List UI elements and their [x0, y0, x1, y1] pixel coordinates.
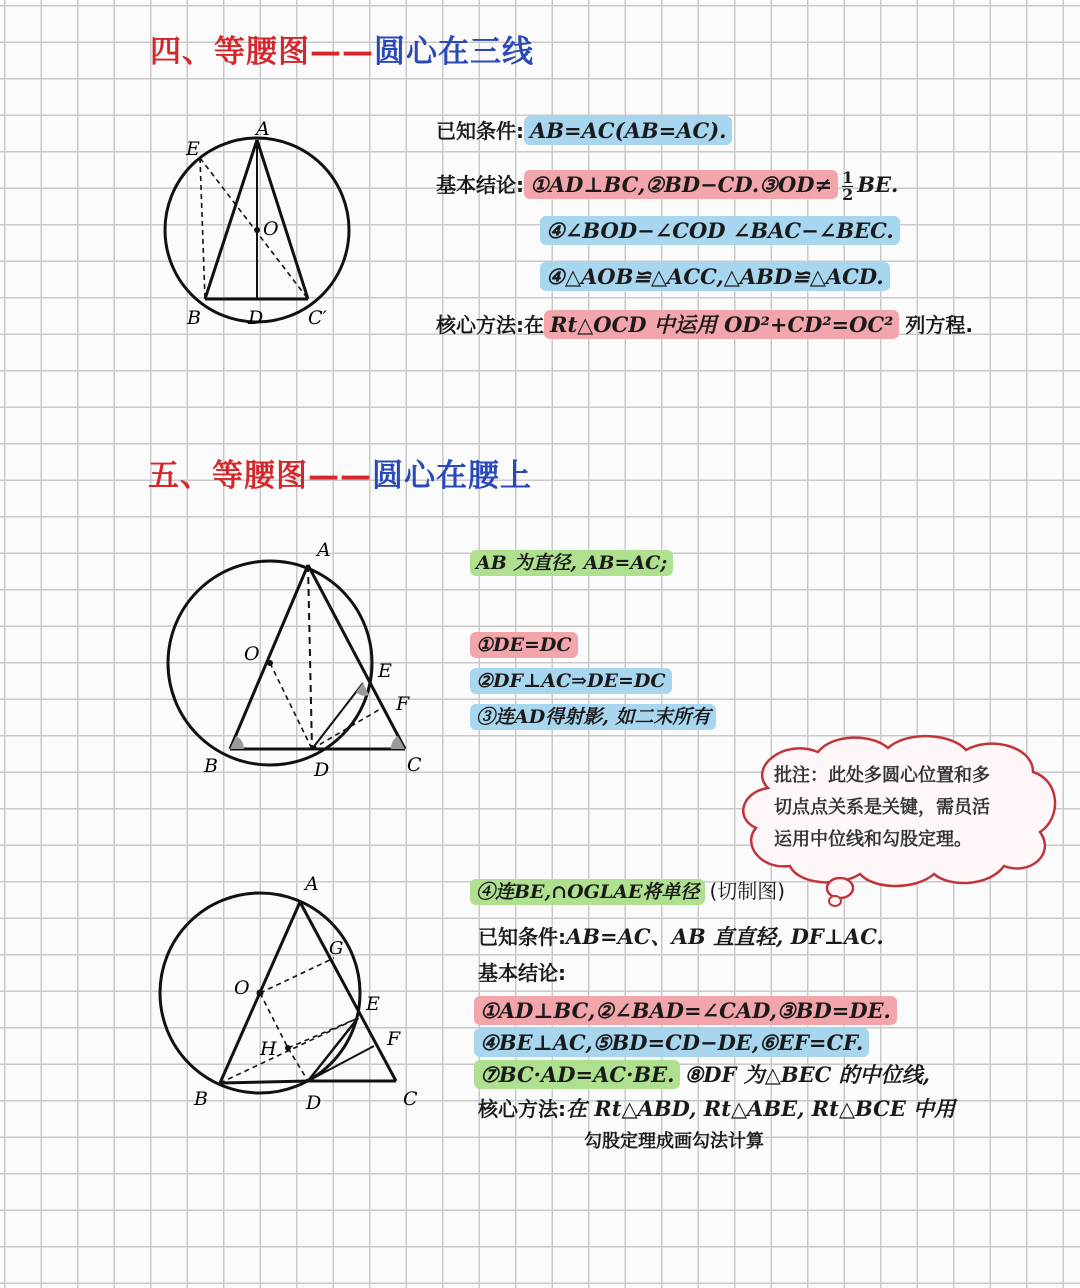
label-c: C [403, 1088, 418, 1110]
label-a: A [256, 118, 270, 140]
section5-conclusion-4 [470, 876, 785, 907]
label-o: O [244, 643, 260, 665]
basic-label: 基本结论: [436, 173, 524, 197]
label-g: G [329, 938, 344, 959]
section5-method-row-2 [584, 1126, 764, 1157]
center-point [267, 660, 273, 666]
center-point [254, 227, 260, 233]
section4-title-red: 四、等腰图—— [150, 34, 374, 70]
dashed-df [312, 708, 382, 749]
label-d: D [314, 759, 330, 781]
basic-conclusion-3: ④△AOB≌△ACC,△ABD≌△ACD. [540, 262, 890, 291]
label-b: B [187, 307, 201, 329]
label-a: A [317, 539, 331, 561]
label-d: D [306, 1092, 322, 1114]
section5-basic-row-1 [474, 996, 897, 1026]
basic-conclusion-2: ④∠BOD−∠COD ∠BAC−∠BEC. [540, 216, 900, 245]
segment-ab [230, 565, 308, 749]
label-c: C [407, 754, 422, 776]
label-d: D [248, 307, 264, 329]
section5-given-row [470, 548, 673, 578]
method-pre: 在 [524, 313, 544, 337]
label-b: B [194, 1088, 208, 1110]
method-value: 在 Rt△ABD, Rt△ABE, Rt△BCE 中用 [566, 1096, 956, 1121]
known-value: AB=AC(AB=AC). [524, 116, 732, 145]
label-c: C′ [308, 307, 327, 329]
conclusion-4-tail: (切制图) [709, 879, 786, 903]
method-label: 核心方法: [436, 313, 524, 337]
label-o: O [263, 218, 279, 240]
section5-title-blue: 圆心在腰上 [372, 458, 532, 494]
section5-conclusion-3 [470, 702, 716, 732]
fraction [842, 170, 853, 203]
fraction-numerator: 1 [842, 168, 854, 187]
section5-basic-row-2 [474, 1028, 869, 1058]
given-condition: AB 为直径, AB=AC; [470, 550, 673, 576]
dashed-eb [200, 158, 205, 299]
dashed-od [270, 663, 312, 749]
section5-title-red: 五、等腰图—— [148, 458, 372, 494]
section5-conclusion-1 [470, 630, 578, 660]
section4-title [150, 26, 534, 71]
segment-de [308, 1018, 358, 1081]
label-h: H [260, 1038, 277, 1060]
section5-method-row [478, 1094, 955, 1124]
section5-title [148, 450, 532, 495]
conclusion-connect-ad: ③连AD得射影, 如二末所有 [470, 704, 716, 730]
note-text [774, 760, 990, 856]
known-label: 已知条件: [478, 925, 566, 949]
basic-conclusion-3: ⑦BC·AD=AC·BE. [474, 1060, 680, 1089]
section4-known-row [436, 116, 732, 146]
section5-basic-row-3 [474, 1060, 930, 1090]
figure-4-circle-diagram [160, 110, 370, 340]
segment-bd [220, 1081, 308, 1083]
label-e: E [186, 138, 200, 160]
basic-conclusion-1-tail: BE. [857, 172, 899, 197]
label-a: A [305, 873, 319, 895]
label-e: E [366, 993, 380, 1015]
segment-ac [308, 565, 405, 749]
dashed-og [260, 958, 334, 993]
figure-5b-circle-diagram [150, 868, 440, 1118]
fraction-denominator: 2 [842, 185, 854, 204]
method-value-2: 勾股定理成画勾法计算 [584, 1131, 764, 1152]
conclusion-df-perp: ②DF⊥AC⇒DE=DC [470, 668, 672, 694]
basic-conclusion-1: ①AD⊥BC,②BD−CD.③OD≠ [524, 170, 838, 199]
method-label: 核心方法: [478, 1097, 566, 1121]
dashed-ec [200, 158, 308, 299]
section4-title-blue: 圆心在三线 [374, 34, 534, 70]
basic-conclusion-1: ①AD⊥BC,②∠BAD=∠CAD,③BD=DE. [474, 996, 897, 1025]
section4-basic-row-3 [540, 262, 890, 292]
center-point [257, 990, 264, 997]
conclusion-connect-be: ④连BE,∩OGLAE将单径 [470, 879, 705, 905]
segment-ac [300, 902, 396, 1081]
section4-method-row [436, 310, 973, 340]
section5-known-row [478, 922, 884, 952]
note-line-2: 切点点关系是关键，需员活 [774, 797, 990, 818]
known-label: 已知条件: [436, 119, 524, 143]
label-f: F [396, 693, 410, 715]
section4-basic-row-2 [540, 216, 900, 246]
label-f: F [387, 1028, 401, 1050]
note-line-1: 批注：此处多圆心位置和多 [774, 765, 990, 786]
segment-ab [205, 140, 257, 299]
section5-conclusion-2 [470, 666, 672, 696]
dashed-ad [308, 565, 312, 749]
point-h [285, 1045, 291, 1051]
dashed-hd [288, 1048, 308, 1081]
figure-5a-circle-diagram [160, 535, 440, 785]
cloud-tail-bubble-large [827, 878, 853, 898]
known-value: AB=AC、AB 直直轻, DF⊥AC. [566, 924, 884, 949]
conclusion-de-dc: ①DE=DC [470, 632, 578, 658]
method-post: 列方程. [905, 313, 973, 337]
label-o: O [234, 977, 250, 999]
cloud-tail-bubble-small [829, 896, 841, 906]
section5-basic-label-row [478, 958, 566, 988]
basic-conclusion-2: ④BE⊥AC,⑤BD=CD−DE,⑥EF=CF. [474, 1028, 869, 1057]
basic-conclusion-3-tail: ⑧DF 为△BEC 的中位线, [684, 1062, 930, 1087]
note-line-3: 运用中位线和勾股定理。 [774, 829, 972, 850]
label-e: E [378, 660, 392, 682]
section4-basic-row-1 [436, 170, 898, 203]
method-highlight: Rt△OCD 中运用 OD²+CD²=OC² [544, 310, 899, 339]
basic-label: 基本结论: [478, 961, 566, 985]
label-b: B [204, 755, 218, 777]
